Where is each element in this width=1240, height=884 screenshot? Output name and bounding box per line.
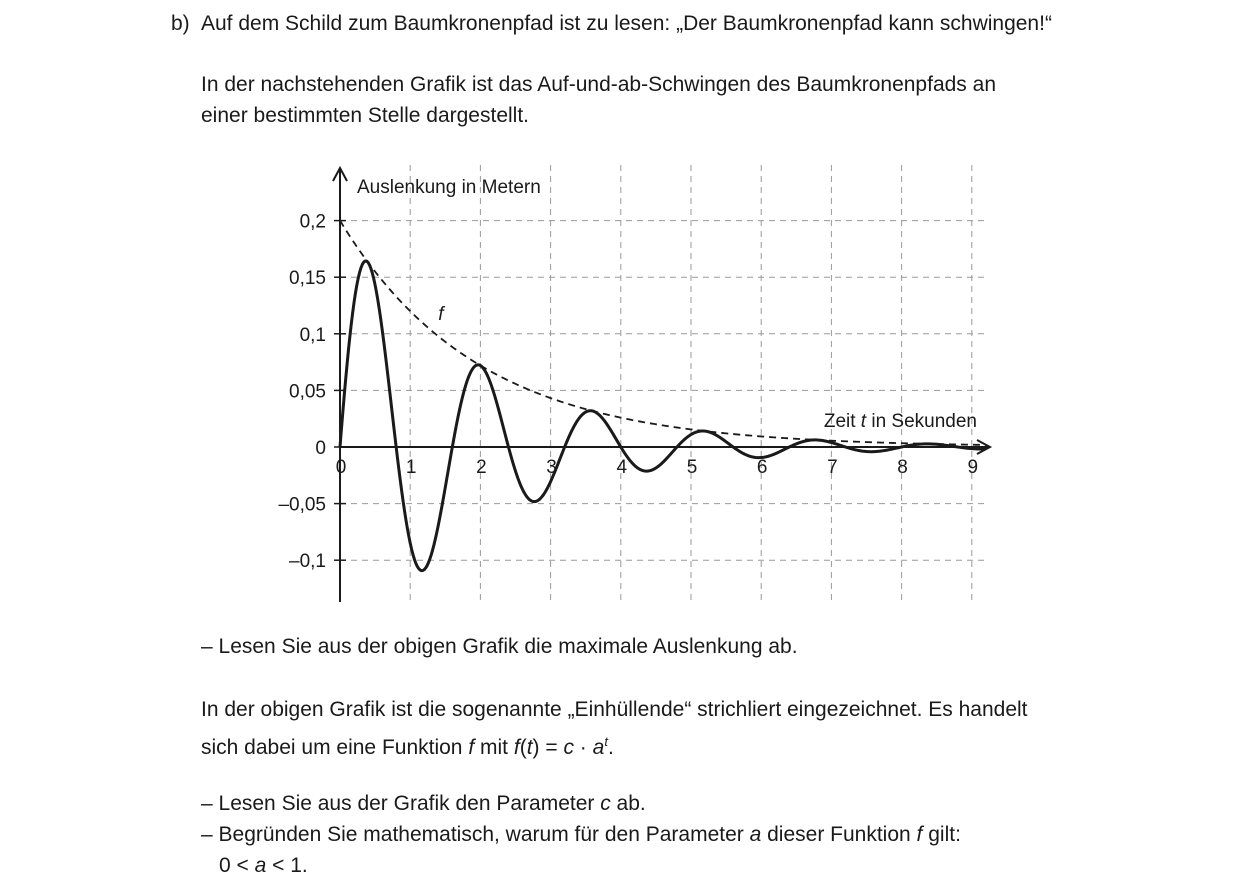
envelope-line2-mid: mit [474,736,514,759]
x-tick-label: 5 [686,457,698,478]
x-tick-label: 2 [476,457,487,478]
envelope-formula: $f(t) = c \cdot a^t$. [513,734,614,759]
task-label: b) [171,12,190,35]
x-tick-label: 6 [756,457,768,478]
question-2: – Lesen Sie aus der Grafik den Parameter c ab. [201,792,646,815]
y-tick-label: 0,05 [289,381,326,403]
x-tick-label: 7 [827,457,838,478]
x-tick-label: 1 [405,457,417,478]
y-tick-label: –0,1 [289,551,326,573]
a-var: a [749,823,762,846]
y-axis-label: Auslenkung in Metern [357,177,541,198]
x-axis-label: Zeit t in Sekunden [823,411,977,432]
y-tick-label: 0,1 [299,324,326,346]
y-tick-label: –0,05 [278,494,326,516]
graph-intro-line2: einer bestimmten Stelle dargestellt. [201,104,529,127]
f-var: f [468,736,475,759]
envelope-line1: In der obigen Grafik ist die sogenannte „Einhüllende“ strichliert eingezeichnet. Es handelt [201,698,1028,721]
graph-intro-line1: In der nachstehenden Grafik ist das Auf-und-ab-Schwingen des Baumkronenpfads an [201,73,996,96]
series [340,221,986,571]
f-var-q3: f [916,823,923,846]
c-var: c [600,792,611,815]
y-tick-label: 0,15 [289,268,326,290]
x-tick-label: 9 [967,457,979,478]
question-1: – Lesen Sie aus der obigen Grafik die maximale Auslenkung ab. [201,635,798,658]
intro-line: Auf dem Schild zum Baumkronenpfad ist zu lesen: „Der Baumkronenpfad kann schwingen!“ [201,12,1052,35]
y-tick-label: 0 [315,438,326,459]
x-tick-label: 8 [897,457,908,478]
x-tick-label: 3 [546,457,557,478]
envelope-f-label: f [438,304,444,326]
envelope-line2-text: sich dabei um eine Funktion [201,736,469,759]
x-tick-label: 0 [335,457,347,478]
tick-labels [278,212,978,573]
question-3: – Begründen Sie mathematisch, warum für den Parameter a dieser Funktion f gilt: [201,823,961,846]
y-tick-label: 0,2 [299,211,326,233]
x-tick-label: 4 [616,457,628,478]
axes [333,168,990,602]
question-3-condition: 0 < a < 1. [219,854,308,877]
envelope-line2 [201,726,614,763]
